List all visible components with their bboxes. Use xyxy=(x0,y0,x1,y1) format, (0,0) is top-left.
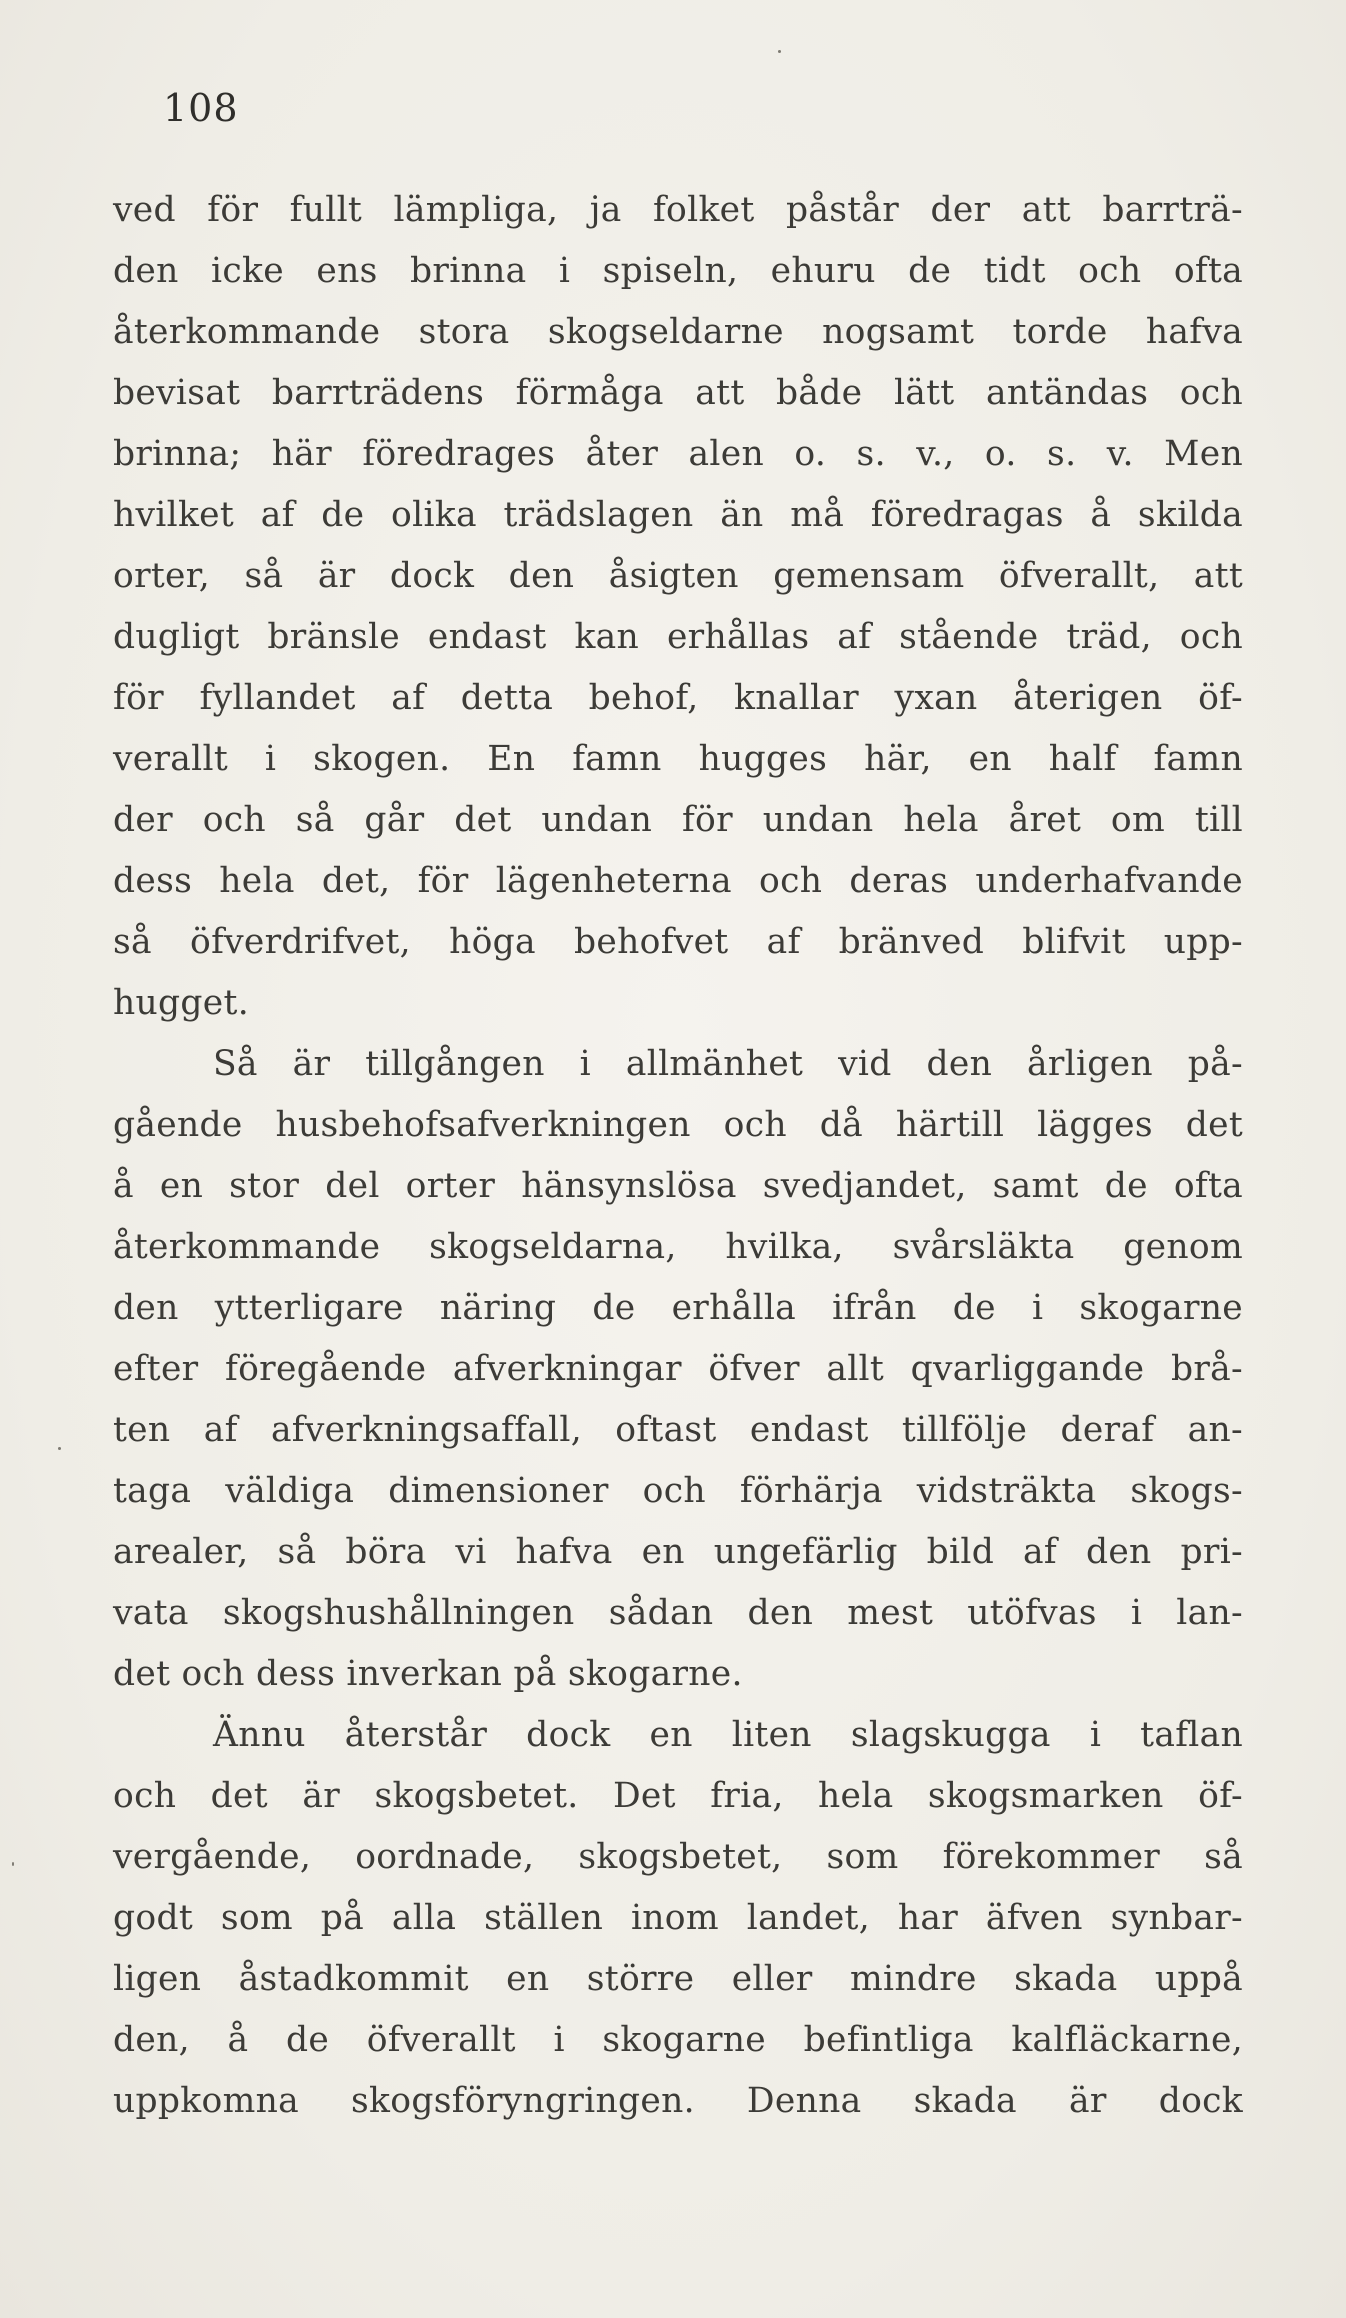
text-line: den, å de öfverallt i skogarne befintliga kalfläckarne, xyxy=(113,2020,1243,2060)
body-text xyxy=(113,180,1243,2132)
text-line: dugligt bränsle endast kan erhållas af stående träd, och xyxy=(113,617,1243,657)
text-line-paragraph-start: Ännu återstår dock en liten slagskugga i taflan xyxy=(213,1715,1243,1755)
text-line: uppkomna skogsföryngringen. Denna skada är dock xyxy=(113,2081,1243,2121)
text-line: ved för fullt lämpliga, ja folket påstår der att barrträ- xyxy=(113,190,1243,230)
paper-speck xyxy=(58,1447,61,1450)
text-line: arealer, så böra vi hafva en ungefärlig bild af den pri- xyxy=(113,1532,1243,1572)
text-line: vergående, oordnade, skogsbetet, som förekommer så xyxy=(113,1837,1243,1877)
text-line: efter föregående afverkningar öfver allt qvarliggande brå- xyxy=(113,1349,1243,1389)
text-line: verallt i skogen. En famn hugges här, en half famn xyxy=(113,739,1243,779)
text-line: godt som på alla ställen inom landet, har äfven synbar- xyxy=(113,1898,1243,1938)
text-line: bevisat barrträdens förmåga att både lätt antändas och xyxy=(113,373,1243,413)
text-line: den icke ens brinna i spiseln, ehuru de tidt och ofta xyxy=(113,251,1243,291)
text-line: för fyllandet af detta behof, knallar yxan återigen öf- xyxy=(113,678,1243,718)
text-line: den ytterligare näring de erhålla ifrån de i skogarne xyxy=(113,1288,1243,1328)
text-line: taga väldiga dimensioner och förhärja vidsträkta skogs- xyxy=(113,1471,1243,1511)
text-line: och det är skogsbetet. Det fria, hela skogsmarken öf- xyxy=(113,1776,1243,1816)
text-line: brinna; här föredrages åter alen o. s. v., o. s. v. Men xyxy=(113,434,1243,474)
text-line: vata skogshushållningen sådan den mest utöfvas i lan- xyxy=(113,1593,1243,1633)
page-number: 108 xyxy=(163,86,239,130)
text-line: återkommande stora skogseldarne nogsamt torde hafva xyxy=(113,312,1243,352)
text-line: dess hela det, för lägenheterna och deras underhafvande xyxy=(113,861,1243,901)
text-line: hvilket af de olika trädslagen än må föredragas å skilda xyxy=(113,495,1243,535)
text-line: å en stor del orter hänsynslösa svedjandet, samt de ofta xyxy=(113,1166,1243,1206)
text-line: der och så går det undan för undan hela året om till xyxy=(113,800,1243,840)
text-line-paragraph-start: Så är tillgången i allmänhet vid den årligen på- xyxy=(213,1044,1243,1084)
paper-speck xyxy=(778,50,781,53)
text-line: ligen åstadkommit en större eller mindre skada uppå xyxy=(113,1959,1243,1999)
text-line-paragraph-end: hugget. xyxy=(113,983,249,1023)
text-line: orter, så är dock den åsigten gemensam öfverallt, att xyxy=(113,556,1243,596)
paper-speck xyxy=(12,1862,14,1866)
text-line: ten af afverkningsaffall, oftast endast tillfölje deraf an- xyxy=(113,1410,1243,1450)
text-line: så öfverdrifvet, höga behofvet af bränved blifvit upp- xyxy=(113,922,1243,962)
text-line: återkommande skogseldarna, hvilka, svårsläkta genom xyxy=(113,1227,1243,1267)
text-line-paragraph-end: det och dess inverkan på skogarne. xyxy=(113,1654,743,1694)
text-line: gående husbehofsafverkningen och då härtill lägges det xyxy=(113,1105,1243,1145)
